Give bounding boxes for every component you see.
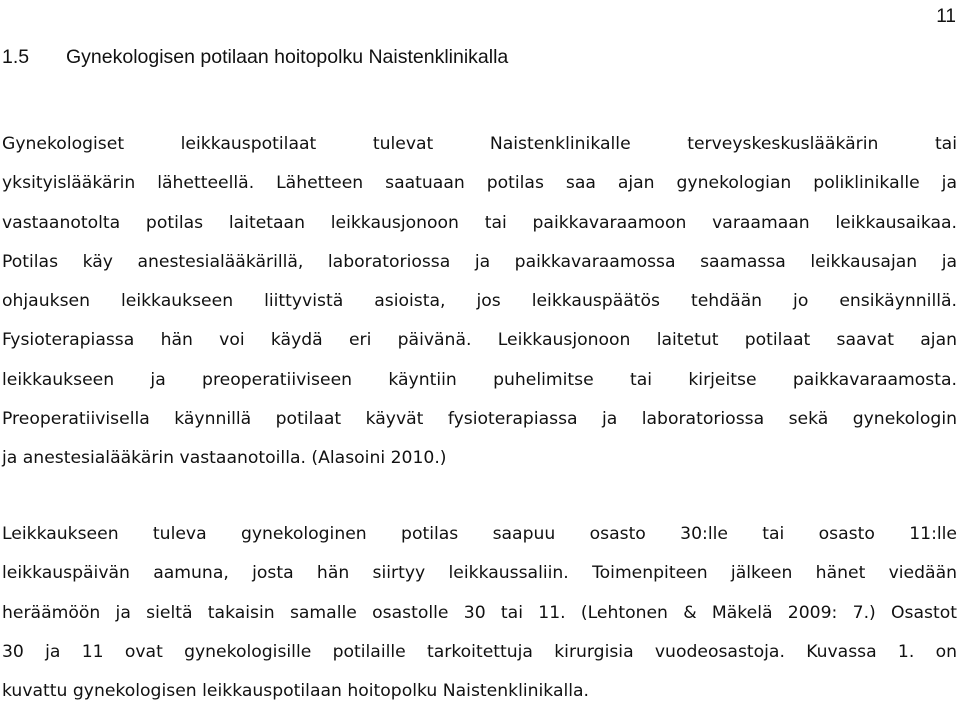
paragraph-line: 30 ja 11 ovat gynekologisille potilaille tarkoitettuja kirurgisia vuodeosastoja. Kuvassa 1. on <box>2 641 957 662</box>
paragraph-line: Preoperatiivisella käynnillä potilaat käyvät fysioterapiassa ja laboratoriossa sekä gynekologin <box>2 409 957 430</box>
section-heading <box>2 46 508 69</box>
section-number: 1.5 <box>2 46 30 68</box>
paragraph-line: leikkaukseen ja preoperatiiviseen käyntiin puhelimitse tai kirjeitse paikkavaraamosta. <box>2 369 957 390</box>
paragraph-line: ja anestesialääkärin vastaanotoilla. (Alasoini 2010.) <box>2 448 447 469</box>
paragraph-line: Fysioterapiassa hän voi käydä eri päivänä. Leikkausjonoon laitetut potilaat saavat ajan <box>2 330 957 351</box>
paragraph-line: heräämöön ja sieltä takaisin samalle osastolle 30 tai 11. (Lehtonen & Mäkelä 2009: 7.) Osastot <box>2 602 957 623</box>
section-title: Gynekologisen potilaan hoitopolku Naistenklinikalla <box>66 46 509 68</box>
paragraph-line: leikkauspäivän aamuna, josta hän siirtyy leikkaussaliin. Toimenpiteen jälkeen hänet viedään <box>2 563 957 584</box>
paragraph-line: kuvattu gynekologisen leikkauspotilaan hoitopolku Naistenklinikalla. <box>2 681 590 702</box>
paragraph-line: yksityislääkärin lähetteellä. Lähetteen saatuaan potilas saa ajan gynekologian poliklinikalle ja <box>2 173 957 194</box>
page-number: 11 <box>936 6 956 27</box>
paragraph-line: Leikkaukseen tuleva gynekologinen potilas saapuu osasto 30:lle tai osasto 11:lle <box>2 524 957 544</box>
paragraph-1 <box>2 125 957 479</box>
paragraph-line: ohjauksen leikkaukseen liittyvistä asioista, jos leikkauspäätös tehdään jo ensikäynnillä. <box>2 291 957 312</box>
paragraph-2 <box>2 515 957 711</box>
paragraph-line: Gynekologiset leikkauspotilaat tulevat Naistenklinikalle terveyskeskuslääkärin tai <box>2 134 957 154</box>
paragraph-line: vastaanotolta potilas laitetaan leikkausjonoon tai paikkavaraamoon varaamaan leikkausaikaa. <box>2 212 957 233</box>
paragraph-line: Potilas käy anestesialääkärillä, laboratoriossa ja paikkavaraamossa saamassa leikkausajan ja <box>2 251 957 272</box>
